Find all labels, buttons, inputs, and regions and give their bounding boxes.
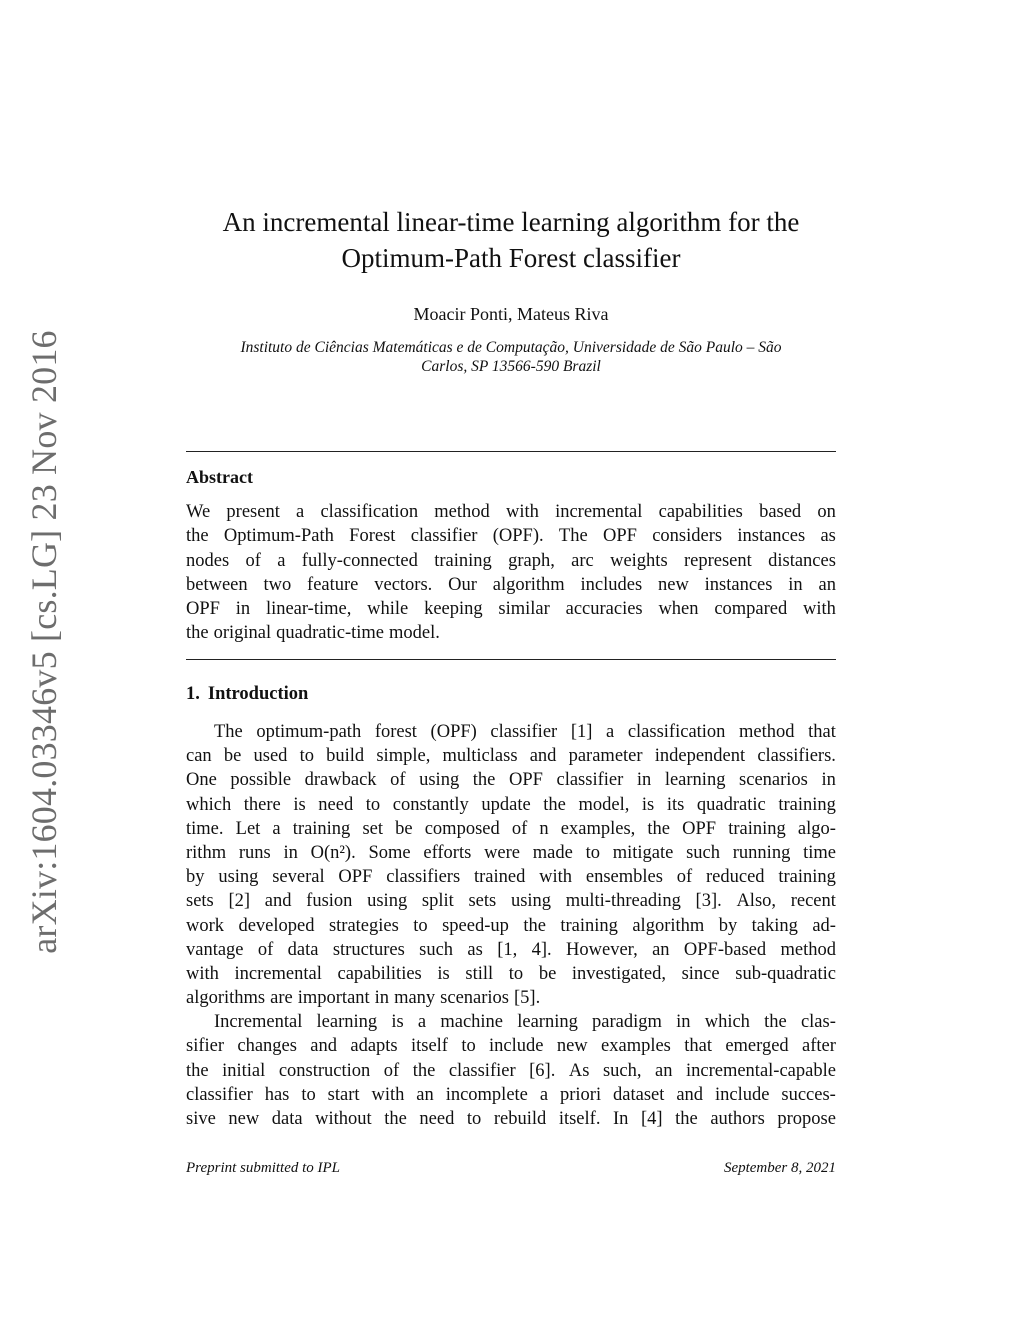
word: instances [704, 574, 773, 595]
word: mitigate [612, 842, 674, 863]
word: ad- [812, 915, 836, 936]
word: is [293, 794, 306, 815]
word: is [437, 963, 450, 984]
affiliation-line: Instituto de Ciências Matemáticas e de Computação, Universidade de São Paulo – São [240, 339, 782, 356]
word: succes- [781, 1084, 836, 1105]
word: using [510, 891, 552, 912]
word: data [271, 1109, 303, 1129]
footer-submission-note: Preprint submitted to IPL [186, 1160, 341, 1176]
word: update [481, 794, 531, 815]
word: used [253, 746, 288, 767]
word: scenarios [440, 988, 510, 1009]
word: several [272, 867, 325, 888]
word: as [467, 939, 483, 960]
word: classifier [556, 770, 624, 791]
word: new [556, 1036, 588, 1057]
word: OPF [508, 770, 543, 791]
paper-title [186, 204, 836, 276]
abstract-heading: Abstract [186, 467, 253, 487]
word: since [681, 963, 720, 984]
word: an [652, 939, 670, 960]
section-title: Introduction [207, 684, 309, 704]
word: training [778, 794, 836, 815]
body-line [186, 768, 836, 792]
word: method [434, 502, 490, 522]
word: However, [566, 939, 638, 960]
word: [2] [228, 891, 251, 912]
word: its [666, 794, 685, 815]
word: classifier [448, 1060, 516, 1081]
word: classifier [410, 526, 478, 547]
word: set [362, 818, 383, 839]
word: with [186, 963, 219, 984]
title-line: Optimum-Path Forest classifier [341, 243, 681, 273]
word: such, [602, 1060, 642, 1081]
word: fully-connected [301, 550, 418, 571]
word: with [505, 502, 539, 522]
word: and [676, 1084, 704, 1105]
word: the [412, 1060, 436, 1081]
word: speed-up [442, 915, 509, 936]
body-line [186, 889, 836, 913]
word: time [803, 842, 836, 863]
word: method [739, 722, 795, 742]
word: that [808, 722, 836, 742]
word: the [647, 818, 671, 839]
word: learning [664, 770, 726, 791]
word: model. [389, 623, 440, 644]
word: such [419, 939, 454, 960]
word: incremental [555, 502, 643, 522]
word: learning [517, 1012, 578, 1033]
word: the [472, 770, 496, 791]
body-line [186, 938, 836, 962]
word: in [788, 574, 803, 595]
word: [5]. [514, 988, 541, 1009]
arxiv-identifier-stamp [0, 0, 90, 1325]
word: weights [610, 550, 668, 571]
word: to [508, 963, 524, 984]
word: independent [654, 746, 746, 767]
word: itself. [558, 1109, 601, 1129]
word: without [315, 1109, 372, 1129]
abstract-line [186, 573, 836, 597]
word: using [419, 770, 460, 791]
word: rebuild [493, 1109, 547, 1129]
word: a [606, 722, 615, 742]
body-line [186, 986, 836, 1010]
word: algorithm [492, 574, 565, 595]
word: of [257, 939, 274, 960]
word: quadratic [696, 794, 766, 815]
word: while [367, 599, 409, 620]
body-line [186, 1034, 836, 1058]
word: incremental [234, 963, 322, 984]
word: algorithm [632, 915, 705, 936]
word: a [539, 1084, 549, 1105]
word: sub-quadratic [735, 963, 836, 984]
word: similar [498, 599, 550, 620]
introduction-body [186, 720, 836, 1131]
word: and [529, 746, 557, 767]
word: time. [186, 818, 224, 839]
body-line [186, 865, 836, 889]
word: [4] [641, 1109, 663, 1129]
word: of [511, 818, 528, 839]
word: in [283, 842, 298, 863]
word: include [489, 1036, 544, 1057]
word: in [235, 599, 251, 620]
word: initial [222, 1060, 266, 1081]
word: with [371, 1084, 405, 1105]
word: when [658, 599, 699, 620]
word: with [539, 867, 573, 888]
word: OPF-based [683, 939, 767, 960]
body-line [186, 962, 836, 986]
abstract-line [186, 524, 836, 548]
word: which [186, 794, 232, 815]
title-line: An incremental linear-time learning algorithm for the [222, 207, 800, 237]
word: to [301, 1084, 316, 1105]
word: of [676, 867, 693, 888]
word: original [213, 623, 272, 644]
affiliation [186, 338, 836, 376]
word: to [413, 915, 428, 936]
word: to [365, 794, 381, 815]
body-line [186, 914, 836, 938]
word: training [728, 818, 786, 839]
body-line [186, 720, 836, 744]
word: feature [307, 574, 359, 595]
word: In [613, 1109, 629, 1129]
word: algo- [797, 818, 836, 839]
word: possible [230, 770, 292, 791]
word: multi-threading [565, 891, 681, 912]
body-line [186, 1107, 836, 1131]
word: made [532, 842, 573, 863]
word: parameter [568, 746, 643, 767]
abstract-bottom-rule [186, 659, 836, 660]
word: in [821, 770, 836, 791]
word: as [820, 526, 836, 547]
body-line [186, 1010, 836, 1034]
word: a [277, 550, 286, 571]
word: to [299, 746, 314, 767]
word: priori [559, 1084, 602, 1105]
word: accuracies [565, 599, 643, 620]
abstract-text [186, 500, 836, 646]
word: strategies [328, 915, 399, 936]
body-line [186, 817, 836, 841]
word: examples, [560, 818, 636, 839]
word: One [186, 770, 217, 791]
word: be [538, 963, 557, 984]
word: 4]. [531, 939, 552, 960]
word: classifier [490, 722, 558, 742]
word: in [636, 770, 652, 791]
word: simple, [376, 746, 431, 767]
word: new [228, 1109, 260, 1129]
word: by [186, 867, 205, 888]
word: the [186, 1060, 209, 1081]
word: with [803, 599, 836, 620]
word: keeping [424, 599, 483, 620]
word: dataset [613, 1084, 665, 1105]
word: classifiers. [757, 746, 836, 767]
word: of [390, 770, 406, 791]
word: of [245, 550, 261, 571]
word: important [297, 988, 370, 1009]
word: sifier [186, 1036, 225, 1057]
word: graph, [508, 550, 555, 571]
word: to [466, 1109, 482, 1129]
word: The [558, 526, 588, 547]
section-heading-introduction [186, 684, 308, 705]
word: linear-time, [265, 599, 352, 620]
word: present [226, 502, 280, 522]
word: algorithms [186, 988, 266, 1009]
word: an [416, 1084, 434, 1105]
word: arc [571, 550, 594, 571]
word: (OPF) [430, 722, 477, 742]
word: quadratic-time [276, 623, 385, 644]
word: classification [627, 722, 726, 742]
word: still [465, 963, 494, 984]
word: considers [652, 526, 723, 547]
word: learning [316, 1012, 378, 1033]
word: runs [238, 842, 271, 863]
word: the [675, 1109, 698, 1129]
section-number: 1. [186, 684, 200, 704]
word: drawback [304, 770, 377, 791]
word: are [270, 988, 293, 1009]
word: propose [777, 1109, 836, 1129]
word: distances [768, 550, 836, 571]
word: after [802, 1036, 836, 1057]
word: to [585, 842, 600, 863]
word: fusion [306, 891, 353, 912]
word: developed [238, 915, 315, 936]
word: an [655, 1060, 673, 1081]
word: vantage [186, 939, 244, 960]
word: training [434, 550, 492, 571]
word: new [657, 574, 689, 595]
affiliation-line: Carlos, SP 13566-590 Brazil [421, 358, 601, 375]
word: paradigm [592, 1012, 662, 1033]
word: training [560, 915, 618, 936]
word: Let [235, 818, 261, 839]
word: Optimum-Path [223, 526, 334, 547]
word: data [287, 939, 319, 960]
word: the [764, 1012, 787, 1033]
word: classification [320, 502, 419, 522]
word: O(n²). [310, 842, 356, 863]
word: a [417, 1012, 427, 1033]
word: construction [278, 1060, 371, 1081]
abstract-line [186, 549, 836, 573]
word: compared [714, 599, 788, 620]
word: The [214, 722, 243, 742]
word: nodes [186, 550, 230, 571]
word: a [296, 502, 305, 522]
word: OPF [338, 867, 373, 888]
word: the [186, 526, 209, 547]
word: need [419, 1109, 455, 1129]
word: using [367, 891, 408, 912]
word: is [391, 1012, 404, 1033]
word: a [272, 818, 281, 839]
word: constantly [392, 794, 469, 815]
word: the [523, 915, 546, 936]
word: investigated, [571, 963, 666, 984]
word: multiclass [442, 746, 518, 767]
word: [1] [570, 722, 593, 742]
word: (OPF). [492, 526, 544, 547]
body-line [186, 793, 836, 817]
word: emerged [725, 1036, 789, 1057]
word: OPF [682, 818, 717, 839]
word: using [218, 867, 259, 888]
word: structures [332, 939, 405, 960]
word: many [394, 988, 436, 1009]
word: composed [424, 818, 500, 839]
word: based [759, 502, 802, 522]
word: changes [237, 1036, 297, 1057]
word: includes [580, 574, 643, 595]
word: which [704, 1012, 750, 1033]
body-line [186, 1083, 836, 1107]
word: the [384, 1109, 407, 1129]
word: sets [186, 891, 214, 912]
word: capabilities [337, 963, 422, 984]
abstract-top-rule [186, 451, 836, 452]
word: incremental-capable [685, 1060, 836, 1081]
abstract-line [186, 621, 836, 645]
footer-date: September 8, 2021 [723, 1160, 836, 1176]
body-line [186, 841, 836, 865]
word: be [223, 746, 242, 767]
word: capabilities [658, 502, 743, 522]
abstract-line [186, 597, 836, 621]
word: running [732, 842, 791, 863]
word: split [421, 891, 454, 912]
word: training [292, 818, 351, 839]
word: We [186, 502, 211, 522]
body-line [186, 1059, 836, 1083]
word: were [484, 842, 521, 863]
word: the [543, 794, 566, 815]
word: in [676, 1012, 691, 1033]
word: As [568, 1060, 590, 1081]
word: efforts [423, 842, 472, 863]
body-line [186, 744, 836, 768]
word: trained [473, 867, 526, 888]
word: represent [683, 550, 752, 571]
word: sets [468, 891, 497, 912]
abstract-line [186, 500, 836, 524]
word: [1, [497, 939, 518, 960]
word: reduced [705, 867, 765, 888]
arxiv-id: arXiv:1604.03346v5 [cs.LG] 23 Nov 2016 [24, 330, 64, 954]
word: recent [790, 891, 836, 912]
word: Some [368, 842, 411, 863]
word: the [186, 623, 209, 644]
word: forest [374, 722, 417, 742]
word: build [326, 746, 365, 767]
word: authors [710, 1109, 765, 1129]
word: model, [578, 794, 630, 815]
word: work [186, 915, 225, 936]
word: has [264, 1084, 290, 1105]
word: be [395, 818, 413, 839]
word: optimum-path [256, 722, 362, 742]
word: include [715, 1084, 770, 1105]
word: adapts [350, 1036, 398, 1057]
word: training [778, 867, 836, 888]
word: by [718, 915, 738, 936]
word: need [318, 794, 354, 815]
word: two [263, 574, 292, 595]
word: OPF [602, 526, 637, 547]
word: ensembles [585, 867, 663, 888]
word: there [243, 794, 281, 815]
word: that [684, 1036, 712, 1057]
word: Forest [349, 526, 396, 547]
word: method [780, 939, 836, 960]
word: [3]. [695, 891, 722, 912]
word: and [264, 891, 292, 912]
word: machine [440, 1012, 504, 1033]
word: n [539, 818, 549, 839]
word: Our [448, 574, 477, 595]
word: in [374, 988, 390, 1009]
word: scenarios [739, 770, 808, 791]
word: vectors. [374, 574, 433, 595]
word: between [186, 574, 248, 595]
word: examples [601, 1036, 671, 1057]
word: is [641, 794, 655, 815]
word: itself [410, 1036, 448, 1057]
word: Incremental [214, 1012, 303, 1033]
word: [6]. [529, 1060, 556, 1081]
word: can [186, 746, 212, 767]
word: incomplete [445, 1084, 528, 1105]
word: OPF [186, 599, 220, 620]
author-list: Moacir Ponti, Mateus Riva [413, 304, 609, 324]
word: start [327, 1084, 360, 1105]
word: on [817, 502, 836, 522]
word: classifier [186, 1084, 253, 1105]
word: instances [737, 526, 806, 547]
word: rithm [186, 842, 227, 863]
word: taking [751, 915, 798, 936]
word: sive [186, 1109, 216, 1129]
word: an [818, 574, 836, 595]
word: classifiers [386, 867, 461, 888]
word: Also, [736, 891, 777, 912]
word: clas- [800, 1012, 836, 1033]
word: such [686, 842, 721, 863]
word: of [383, 1060, 400, 1081]
word: and [310, 1036, 338, 1057]
word: to [461, 1036, 476, 1057]
